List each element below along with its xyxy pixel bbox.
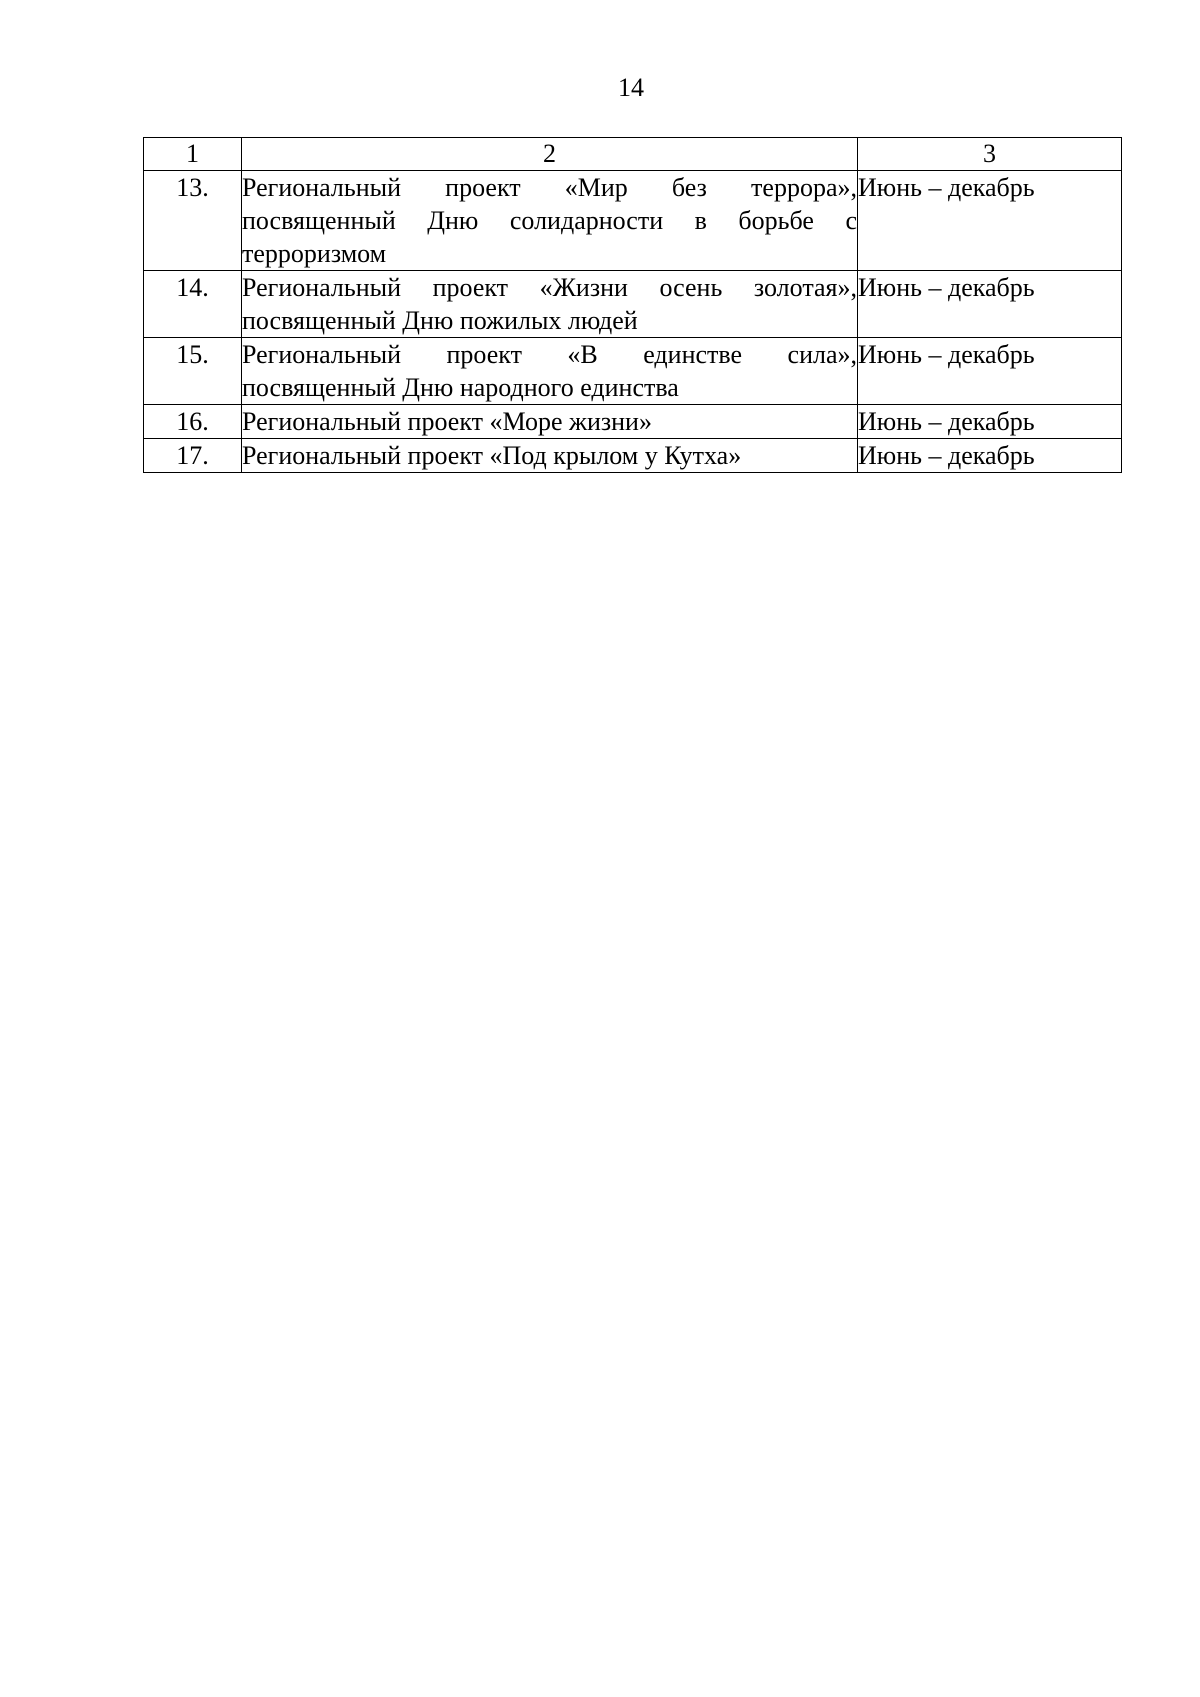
header-col-3: 3 (858, 138, 1122, 171)
event-name: Региональный проект «Жизни осень золотая», посвященный Дню пожилых людей (242, 271, 858, 338)
event-period: Июнь – декабрь (858, 171, 1122, 271)
row-number: 14. (144, 271, 242, 338)
row-number: 16. (144, 405, 242, 439)
event-period: Июнь – декабрь (858, 271, 1122, 338)
row-number: 13. (144, 171, 242, 271)
row-number: 15. (144, 338, 242, 405)
events-table (143, 137, 1122, 473)
header-col-1: 1 (144, 138, 242, 171)
event-name: Региональный проект «Море жизни» (242, 405, 858, 439)
event-name: Региональный проект «В единстве сила», посвященный Дню народного единства (242, 338, 858, 405)
table-row (144, 439, 1122, 473)
table-row (144, 338, 1122, 405)
event-period: Июнь – декабрь (858, 439, 1122, 473)
event-period: Июнь – декабрь (858, 405, 1122, 439)
event-name: Региональный проект «Под крылом у Кутха» (242, 439, 858, 473)
page-number: 14 (618, 73, 644, 102)
row-number: 17. (144, 439, 242, 473)
header-col-2: 2 (242, 138, 858, 171)
table-header-row (144, 138, 1122, 171)
table-row (144, 405, 1122, 439)
event-name: Региональный проект «Мир без террора», посвященный Дню солидарности в борьбе с терроризмом (242, 171, 858, 271)
table-row (144, 171, 1122, 271)
event-period: Июнь – декабрь (858, 338, 1122, 405)
table-row (144, 271, 1122, 338)
